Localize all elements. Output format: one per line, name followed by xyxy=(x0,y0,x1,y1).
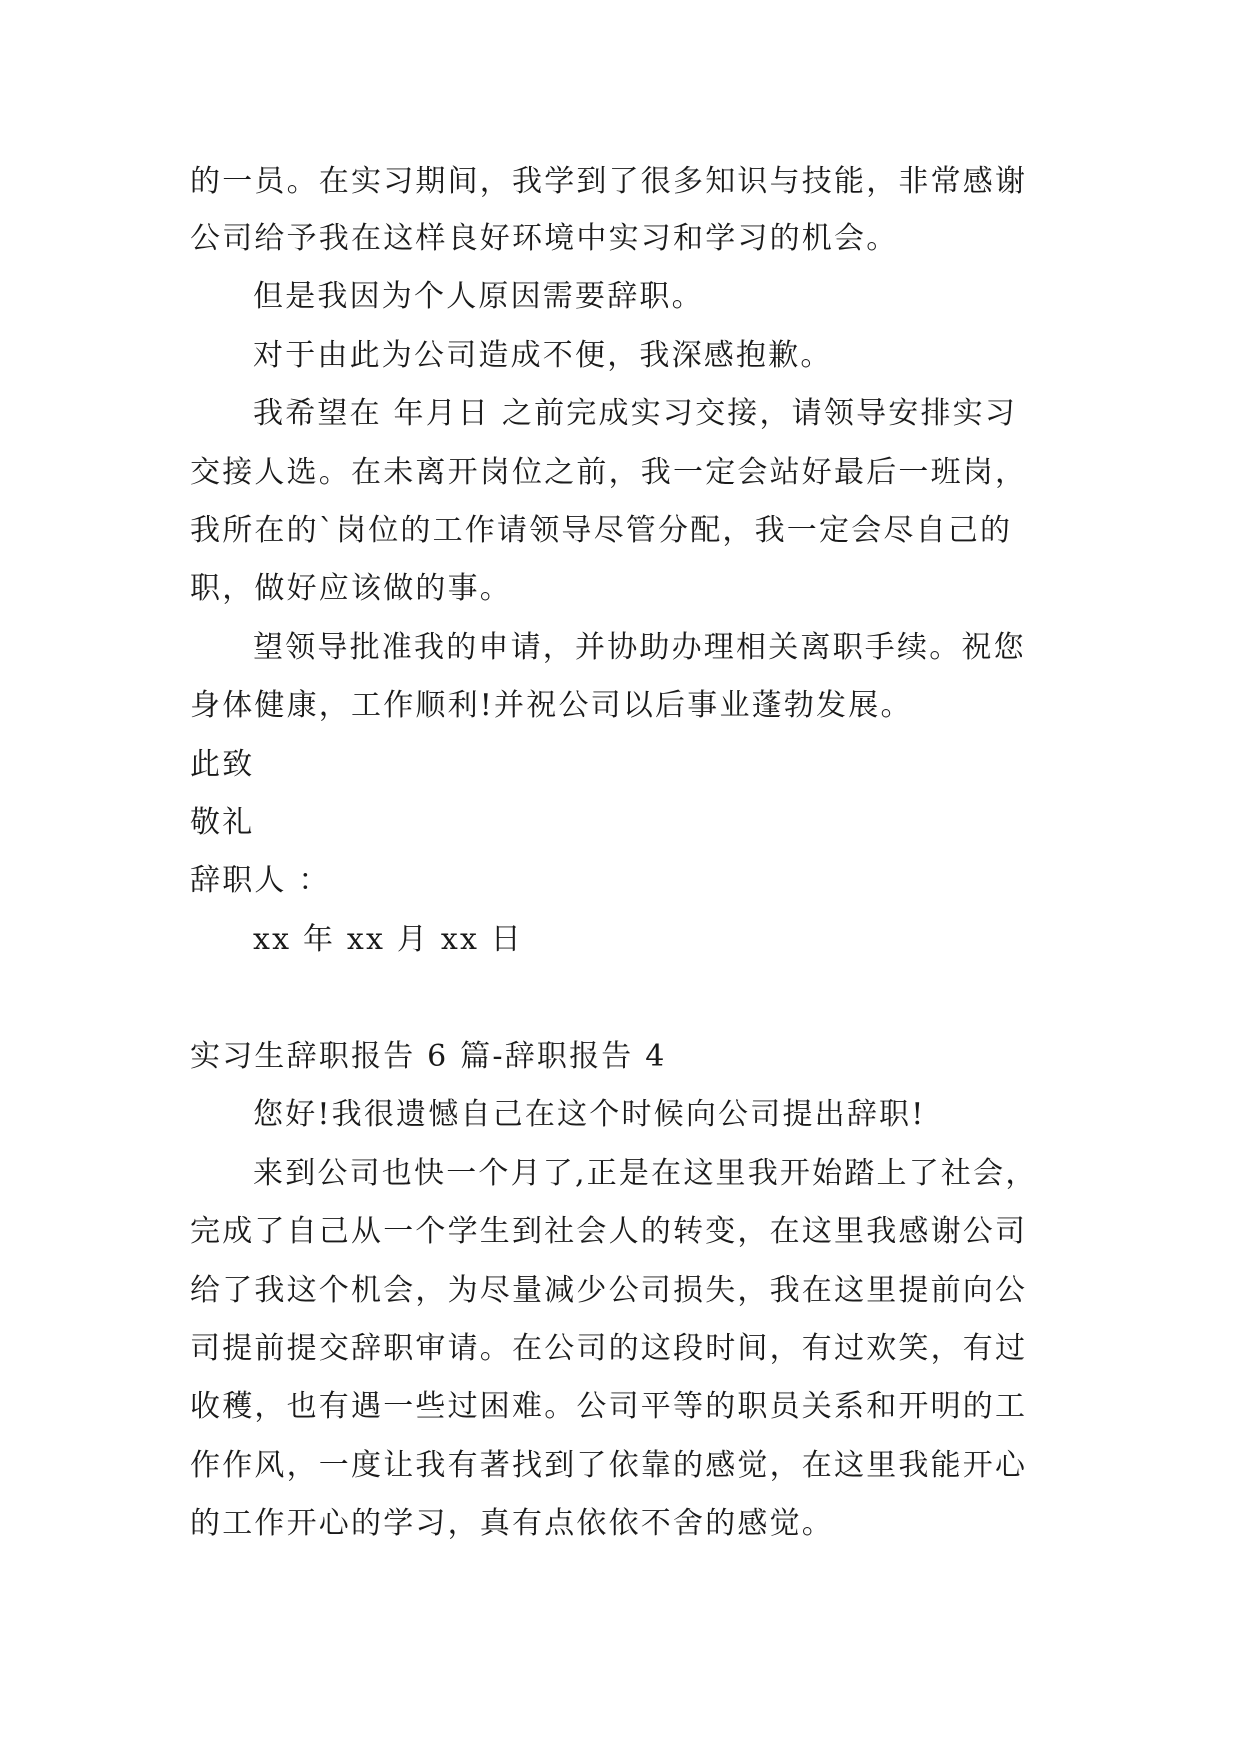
text-line: 身体健康，工作顺利!并祝公司以后事业蓬勃发展。 xyxy=(190,688,913,723)
text-line: 望领导批准我的申请，并协助办理相关离职手续。祝您 xyxy=(253,630,1026,665)
text-line: 我所在的`岗位的工作请领导尽管分配，我一定会尽自己的 xyxy=(190,513,1013,548)
signature-label: 辞职人 ： xyxy=(190,863,331,898)
section-title: 实习生辞职报告 6 篇-辞职报告 4 xyxy=(190,1039,667,1074)
text-line: 您好!我很遗憾自己在这个时候向公司提出辞职! xyxy=(253,1097,926,1132)
closing-salutation: 此致 xyxy=(190,747,255,782)
text-line: 公司给予我在这样良好环境中实习和学习的机会。 xyxy=(190,221,899,256)
text-line: 完成了自己从一个学生到社会人的转变，在这里我感谢公司 xyxy=(190,1214,1028,1249)
text-line: 的一员。在实习期间，我学到了很多知识与技能，非常感谢 xyxy=(190,164,1028,199)
closing-regards: 敬礼 xyxy=(190,805,255,840)
text-line: 但是我因为个人原因需要辞职。 xyxy=(253,279,704,314)
text-line: 来到公司也快一个月了,正是在这里我开始踏上了社会， xyxy=(253,1156,1038,1191)
text-line: 我希望在 年月日 之前完成实习交接，请领导安排实习 xyxy=(253,396,1018,431)
text-line: 司提前提交辞职审请。在公司的这段时间，有过欢笑，有过 xyxy=(190,1331,1028,1366)
text-line: 作作风，一度让我有著找到了依靠的感觉，在这里我能开心 xyxy=(190,1448,1028,1483)
text-line: 的工作开心的学习，真有点依依不舍的感觉。 xyxy=(190,1506,834,1541)
text-line: 给了我这个机会，为尽量减少公司损失，我在这里提前向公 xyxy=(190,1273,1028,1308)
date-line: xx 年 xx 月 xx 日 xyxy=(253,922,523,957)
text-line: 对于由此为公司造成不便，我深感抱歉。 xyxy=(253,338,833,373)
text-line: 交接人选。在未离开岗位之前，我一定会站好最后一班岗， xyxy=(190,455,1028,490)
text-line: 收穫，也有遇一些过困难。公司平等的职员关系和开明的工 xyxy=(190,1389,1028,1424)
text-line: 职，做好应该做的事。 xyxy=(190,571,512,606)
